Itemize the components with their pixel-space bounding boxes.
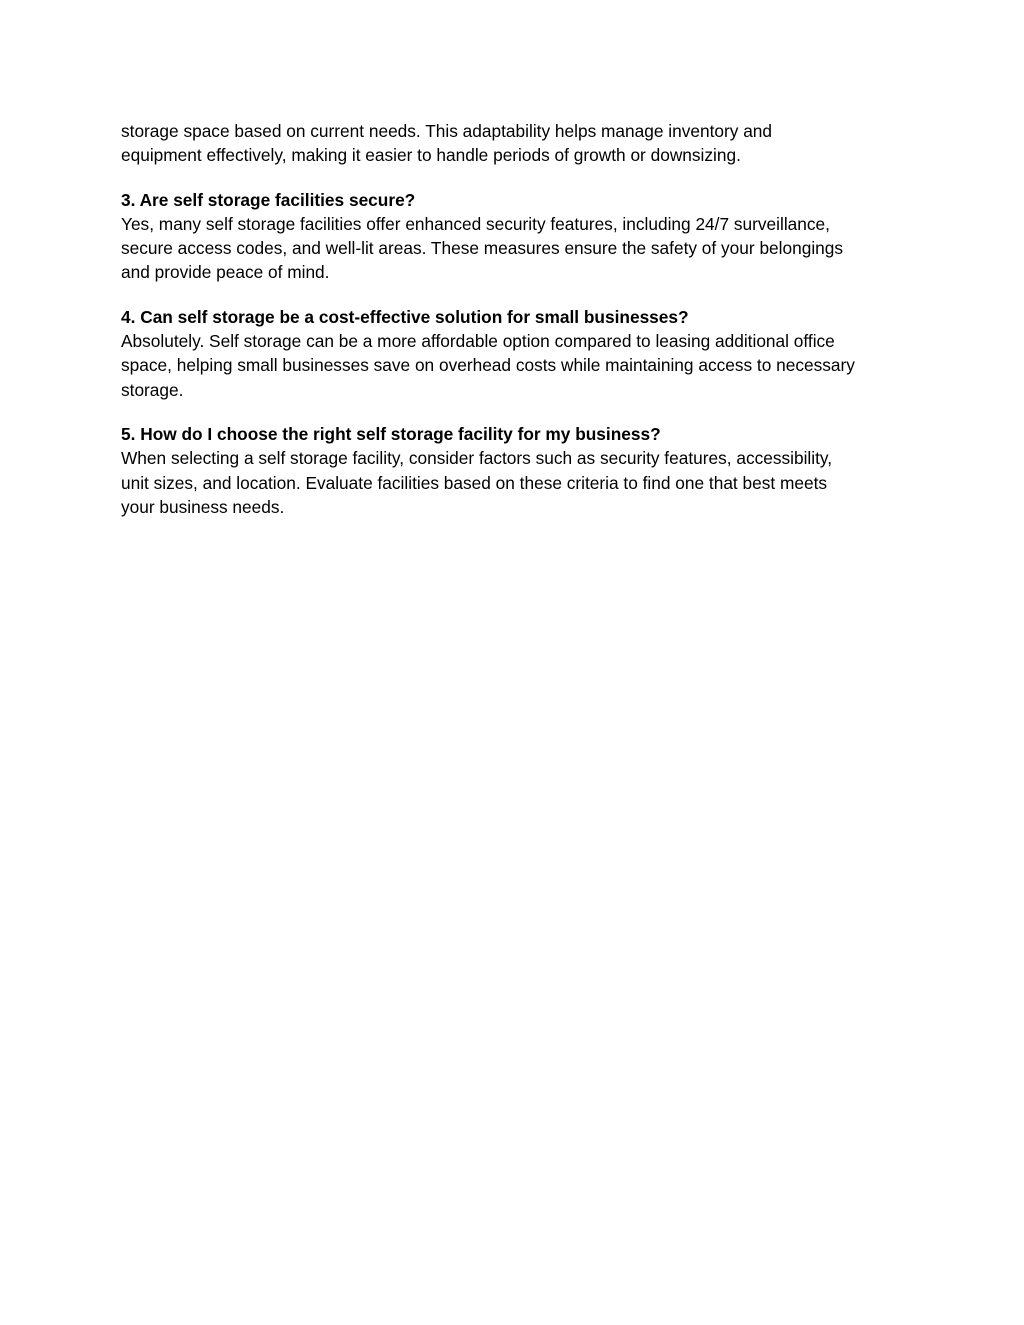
answer-line: space, helping small businesses save on overhead costs while maintaining access to necessary [121, 355, 855, 376]
answer-line: unit sizes, and location. Evaluate facilities based on these criteria to find one that best meets [121, 472, 828, 493]
intro-line: equipment effectively, making it easier to handle periods of growth or downsizing. [121, 145, 741, 166]
answer-line: Yes, many self storage facilities offer enhanced security features, including 24/7 surveillance, [121, 213, 830, 234]
faq-question: 3. Are self storage facilities secure? [121, 189, 416, 210]
faq-item-3 [121, 188, 911, 285]
faq-answer [121, 446, 911, 519]
intro-line: storage space based on current needs. This adaptability helps manage inventory and [121, 121, 773, 141]
faq-item-4 [121, 305, 911, 402]
answer-line: your business needs. [121, 496, 285, 517]
document-body [121, 119, 911, 519]
answer-line: and provide peace of mind. [121, 262, 330, 283]
answer-line: When selecting a self storage facility, consider factors such as security features, accessibility, [121, 448, 833, 469]
faq-question: 4. Can self storage be a cost-effective solution for small businesses? [121, 306, 689, 327]
answer-line: storage. [121, 379, 184, 400]
faq-question: 5. How do I choose the right self storage facility for my business? [121, 423, 661, 444]
answer-line: secure access codes, and well-lit areas. These measures ensure the safety of your belongings [121, 238, 844, 259]
faq-answer [121, 212, 911, 285]
intro-paragraph [121, 119, 911, 168]
faq-item-5 [121, 422, 911, 519]
answer-line: Absolutely. Self storage can be a more affordable option compared to leasing additional office [121, 331, 835, 352]
faq-answer [121, 329, 911, 402]
